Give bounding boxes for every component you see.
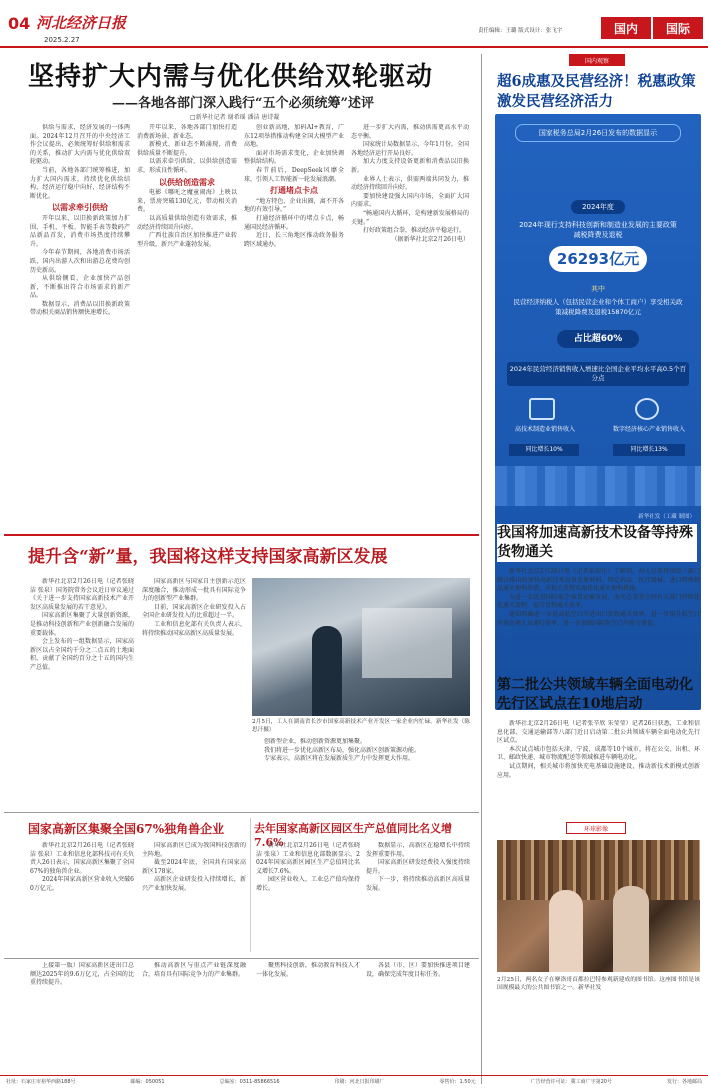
footer-item: 社址：石家庄市裕华西路188号	[6, 1079, 76, 1085]
right-article-2-title: 第二批公共领域车辆全面电动化先行区试点在10地启动	[497, 677, 693, 712]
editor-credit: 责任编辑：王璐 版式设计：张飞宇	[478, 28, 563, 34]
bookshelf-graphic	[497, 840, 700, 900]
paragraph: 广西壮族自治区加快推进产业转型升级，新兴产业蓬勃发展。	[137, 232, 237, 248]
stat1-label: 2024年现行支持科技创新和制造业发展的主要政策减税降费及退税	[519, 221, 677, 239]
paragraph: 国家高新区集聚了大量创新资源，是推动科技创新和产业创新融合发展的重要载体。	[30, 612, 134, 637]
section-tab-international	[653, 17, 703, 39]
main-headline: 坚持扩大内需与优化供给双轮驱动	[28, 62, 434, 92]
paragraph: 国家高新区研发经费投入强度持续提升。	[366, 859, 470, 875]
photo-caption: 2月25日，两名女子在摩洛哥首都拉巴特参观新建成的图书馆。这座图书馆是该国规模最大的公共图书馆之一。新华社发	[497, 977, 700, 991]
feature-col-1	[30, 578, 134, 808]
footer-item: 邮编：050051	[130, 1079, 165, 1085]
year-label: 2024年度	[571, 200, 625, 214]
paragraph: （据新华社北京2月26日电）	[391, 235, 469, 243]
stat2-label: 民营经济纳税人（包括民营企业和个体工商户）享受相关政策减税降费及退税15870亿元	[513, 298, 683, 316]
paragraph: 高新区企业研发投入持续增长，新兴产业加快发展。	[142, 876, 246, 892]
issue-date: 2025.2.27	[44, 36, 80, 44]
sidebar-title: 超6成惠及民营经济！税惠政策激发民营经济活力	[497, 73, 696, 110]
person-figure	[613, 886, 649, 972]
paragraph: 业界人士表示，供需两端共同发力，推动经济持续回升向好。	[351, 175, 469, 192]
feature-photo-caption: 2月5日，工人在湖南省长沙市国家高新技术产业开发区一家企业内忙碌。新华社发（陈思汗摄）	[252, 719, 470, 733]
bottom-article-1-col-2	[142, 842, 246, 950]
icon1-label: 高技术制造业销售收入	[514, 426, 575, 433]
paragraph: 推动高新区与重点产业链深度融合，培育具有国际竞争力的产业集群。	[142, 962, 246, 978]
paragraph: 当前，各地各部门统筹推进，加力扩大国内需求，持续优化供给结构，经济运行稳中向好，经济结构不断优化。	[30, 166, 130, 200]
paragraph: 国家高新区与国家自主创新示范区深度融合，推动形成一批具有国际竞争力的创新型产业集群。	[142, 578, 246, 603]
paragraph: 国家统计局数据显示，今年1月份，全国各地经济运行开局良好。	[351, 141, 469, 157]
bottom-rule	[4, 812, 479, 813]
paragraph: 2024年国家高新区营业收入突破60万亿元。	[30, 876, 134, 892]
tag-label: 国内观察	[584, 57, 609, 65]
paragraph: 试点期间，相关城市将加快充电基础设施建设，推动新技术新模式创新应用。	[497, 762, 700, 779]
paragraph: 截至2024年底，全国共有国家高新区178家。	[142, 859, 246, 875]
infographic-credit: 新华社发（工藏 制图）	[638, 514, 695, 520]
paragraph: 加大力度支持设备更新和消费品以旧换新。	[351, 158, 469, 174]
stat2-value: 占比超60%	[557, 330, 639, 348]
footer	[6, 1078, 702, 1088]
footer-item: 零售价：1.50元	[439, 1079, 476, 1085]
footer-rule	[0, 1075, 708, 1076]
paragraph: 今年春节期间，各地消费市场活跃，国内出游人次和出游总花费均创历史新高。	[30, 249, 130, 274]
paragraph: 进一步扩大内需，推动供需更高水平动态平衡。	[351, 124, 469, 140]
paragraph: 以需求牵引供给，以供给创造需求，形成良性循环。	[137, 158, 237, 174]
section-label: 国际	[665, 21, 690, 36]
chip-icon	[529, 398, 555, 420]
paper-name: 河北经济日报	[36, 14, 127, 32]
main-col-4	[351, 124, 469, 529]
main-col-3	[244, 124, 344, 529]
icon2-label: 数字经济核心产业销售收入	[612, 426, 685, 433]
right-article-1-body	[497, 568, 700, 668]
right-article-1-title: 我国将加速高新技术设备等持殊货物通关	[497, 524, 697, 562]
column-divider	[481, 54, 482, 1084]
strip-col-4	[366, 962, 470, 1070]
machine-graphic	[362, 608, 452, 678]
stat1-value: 26293亿元	[549, 246, 647, 272]
section-heading: 以供给创造需求	[159, 177, 215, 187]
paragraph: 开年以来，以旧换新政策加力扩围，手机、平板、智能手表等数码产品新品首发，消费市场热度持续攀升。	[30, 214, 130, 248]
factory-photo	[252, 578, 470, 716]
person-figure	[549, 890, 583, 972]
paragraph: 以高质量供给创造有效需求，推动经济持续回升向好。	[137, 214, 237, 231]
paragraph: 目前，国家高新区企业研发投入占全国企业研发投入的比重超过一半。	[142, 603, 246, 620]
footer-item: 发行：各地邮局	[666, 1079, 702, 1085]
paragraph: 新华社北京2月26日电（记者张晓洁 张泉）工业和信息化部数据显示，2024年国家高新区园区生产总值同比名义增长7.6%。	[256, 842, 360, 875]
worker-figure	[312, 626, 342, 716]
paragraph: 我们将进一步优化高新区布局，强化高新区创新策源功能。	[264, 746, 421, 754]
main-byline: □新华社记者 谢希瑶 潘洁 唐诗凝	[190, 114, 280, 121]
paragraph: 面对市场需求变化，企业加快调整供给结构。	[244, 149, 344, 166]
paragraph: 打好政策组合拳，推动经济平稳运行。	[363, 227, 466, 235]
masthead-rule	[0, 46, 708, 48]
section-label: 国内	[613, 21, 638, 36]
paragraph: 园区营业收入、工业总产值均保持增长。	[256, 876, 360, 892]
paragraph: “地方特色、企业出圈，离不开各地的有效引导。”	[244, 197, 344, 214]
paragraph: 要加快建设强大国内市场，全面扩大国内需求。	[351, 192, 469, 209]
paragraph: 各县（市、区）要加快推进项目建设，确保完成年度目标任务。	[366, 962, 470, 978]
paragraph: 专家表示，高新区将在发展新质生产力中发挥更大作用。	[264, 755, 415, 763]
paragraph: 通知明确进一步提高航空口岸进出口货物通关效率，进一步提升航空口岸进出境人员通行效率，进一步加强国际航空口岸能力建设。	[497, 610, 700, 627]
right-article-2-body	[497, 720, 700, 812]
library-photo	[497, 840, 700, 972]
main-col-1	[30, 124, 130, 529]
footer-item: 印刷：河北日报印刷厂	[334, 1079, 385, 1085]
bottom-article-2-col-1	[256, 842, 360, 950]
bottom-divider	[250, 818, 251, 952]
strip-col-2	[142, 962, 246, 1070]
paragraph: 数据显示，消费品以旧换新政策带动相关商品销售额快速增长。	[30, 300, 130, 317]
paragraph: 电影《哪吒之魔童闹海》上映以来，票房突破130亿元，带动相关消费。	[137, 189, 237, 214]
paragraph: 上接第一版）国家高新区进出口总额达2025年的9.6万亿元，占全国的比重持续提升。	[30, 962, 134, 987]
icon2-value: 同比增长13%	[613, 444, 685, 456]
paragraph: 会上发布的一组数据显示，国家高新区以占全国约千分之二点五的土地面积，贡献了全国约百分之十五的国内生产总值。	[30, 638, 134, 671]
feature-col-2	[142, 578, 246, 808]
city-skyline-graphic	[495, 466, 701, 506]
paragraph: 开年以来，各地各部门加快打造消费新场景、新业态。	[137, 124, 237, 140]
main-subtitle: ——各地各部门深入践行“五个必须统筹”述评	[112, 96, 374, 111]
feature-col-4	[252, 738, 470, 810]
bottom-article-2-title: 去年国家高新区园区生产总值同比名义增7.6%	[254, 822, 452, 849]
bottom-article-1-title: 国家高新区集聚全国67%独角兽企业	[28, 822, 225, 836]
feature-headline: 提升含“新”量，我国将这样支持国家高新区发展	[28, 547, 388, 567]
paragraph: 为进一步促进国际航空客货运输发展，海关总署将会同有关部门持续优化通关流程，提升货物通关效率。	[497, 593, 700, 610]
network-icon	[635, 398, 659, 420]
strip-col-3	[256, 962, 360, 1070]
paragraph: 新模式、新业态不断涌现，消费供给质量不断提升。	[137, 141, 237, 157]
icon1-value: 同比增长10%	[509, 444, 579, 456]
paragraph: “畅通国内大循环，是构建新发展格局的关键。”	[351, 209, 469, 226]
paragraph: 工业和信息化部有关负责人表示，将持续推动国家高新区高质量发展。	[142, 620, 246, 637]
masthead	[0, 0, 708, 50]
paragraph: 打通经济循环中的堵点卡点，畅通国民经济循环。	[244, 214, 344, 231]
infographic-header: 国家税务总局2月26日发布的数据显示	[515, 124, 681, 142]
paragraph: 数据显示，高新区在稳增长中持续发挥重要作用。	[366, 842, 470, 858]
photo-tag	[566, 822, 626, 834]
paragraph: 创业新高地，加码AI+教育，广东12项举措推动构建全国大模型产业高地。	[244, 124, 344, 149]
paragraph: 创新型企业，推动创新资源更加集聚。	[264, 738, 367, 745]
paragraph: 新华社北京2月26日电（记者彭韵佳）了解到，海关总署将围绕三部门联合推出的加快高新技术设备及原材料、特定药品、医疗器械、进口特殊物品通关便利举措，对相关货物实施优化通关便利措施。	[497, 568, 700, 593]
tag-label: 环球影像	[583, 825, 608, 833]
paragraph: 供给与需求，经济发展的一体两面。2024年12月召开的中央经济工作会议提出，必须统筹好供给和需求的关系，推动扩大内需与优化供给双轮驱动。	[30, 124, 130, 166]
stat3-label: 2024年民营经济销售收入增速比全国企业平均水平高0.5个百分点	[507, 362, 689, 386]
paragraph: 新华社北京2月26日电（记者张辛欣 朱莹莹）记者26日获悉，工业和信息化部、交通运输部等八部门近日启动第二批公共领域车辆全面电动化先行区试点。	[497, 720, 700, 745]
feature-rule-top	[4, 534, 479, 536]
column-tag	[569, 54, 625, 66]
paragraph: 聚焦科技创新，推动教育科技人才一体化发展。	[256, 962, 360, 978]
section-heading: 打通堵点卡点	[270, 186, 318, 196]
paragraph: 新华社北京2月26日电（记者张晓洁 张泉）工业和信息化部科技司有关负责人26日表示，国家高新区集聚了全国67%的独角兽企业。	[30, 842, 134, 875]
strip-col-1	[30, 962, 134, 1070]
section-tab-domestic	[601, 17, 651, 39]
bottom-article-1-col-1	[30, 842, 134, 950]
sub-label: 其中	[591, 285, 605, 293]
paragraph: 从供给侧看，企业加快产品创新，不断推出符合市场需求的新产品。	[30, 275, 130, 300]
page-number: 04	[8, 14, 31, 33]
paragraph: 国家高新区已成为我国科技创新的主阵地。	[142, 842, 246, 858]
bottom-article-2-col-2	[366, 842, 470, 950]
footer-item: 广告经营许可证：冀工商广字第20号	[530, 1079, 612, 1085]
paragraph: 近日，长三角地区推动政务服务跨区域通办。	[244, 232, 344, 248]
paragraph: 下一步，将持续推动高新区高质量发展。	[366, 876, 470, 892]
paragraph: 新华社北京2月26日电（记者张晓洁 张泉）国务院常务会议近日审议通过《关于进一步支持国家高新技术产业开发区高质量发展的若干意见》。	[30, 578, 134, 611]
main-col-2	[137, 124, 237, 529]
section-heading: 以需求牵引供给	[52, 203, 108, 213]
paragraph: 本次试点城市包括天津、宁波、成都等10个城市，将在公交、出租、环卫、邮政快递、城市物流配送等领域推进车辆电动化。	[497, 745, 700, 762]
paragraph: 春节前后，DeepSeek风靡全球，引领人工智能新一轮发展浪潮。	[244, 166, 344, 183]
footer-item: 总编室：0311-85866516	[219, 1079, 280, 1085]
strip-rule	[4, 958, 479, 959]
